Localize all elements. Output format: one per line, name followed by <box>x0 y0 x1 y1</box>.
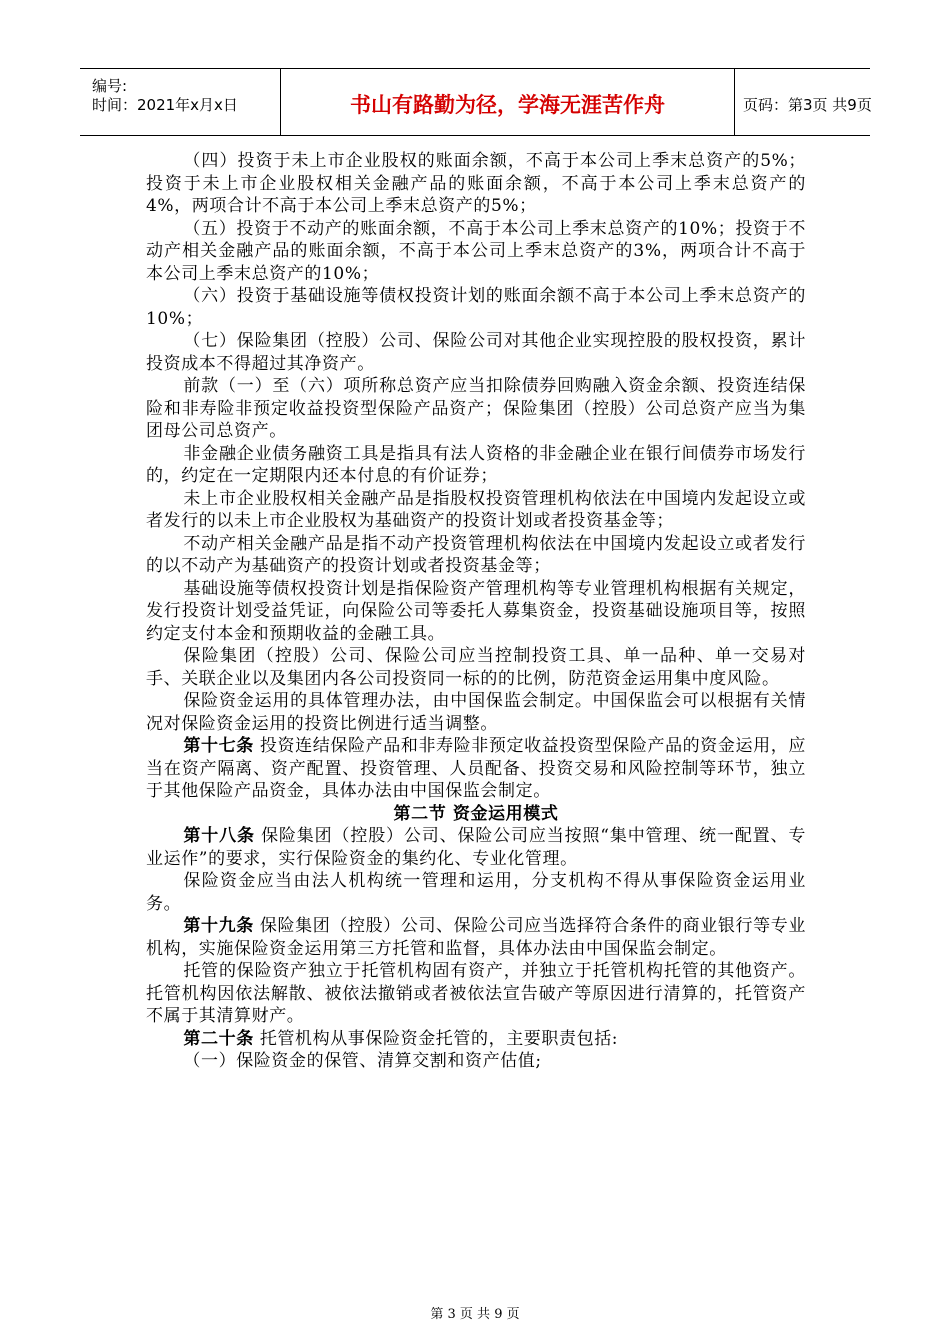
article-20: 第二十条 托管机构从事保险资金托管的，主要职责包括: <box>183 1028 619 1049</box>
header-center-cell <box>281 69 735 135</box>
paragraph: （四）投资于未上市企业股权的账面余额，不高于本公司上季末总资产的5%；投资于未上市企业股权相关金融产品的账面余额，不高于本公司上季末总资产的4%，两项合计不高于本公司上季末总资产的5%； <box>146 151 806 216</box>
paragraph: 保险资金运用的具体管理办法，由中国保监会制定。中国保监会可以根据有关情况对保险资金运用的投资比例进行适当调整。 <box>146 691 806 734</box>
article-heading: 第十八条 <box>183 826 255 846</box>
header-page-label: 页码：第3页 共9页 <box>743 96 872 114</box>
paragraph: （七）保险集团（控股）公司、保险公司对其他企业实现控股的股权投资，累计投资成本不得超过其净资产。 <box>146 331 806 374</box>
document-number-label: 编号: <box>92 77 128 95</box>
header-table <box>80 68 870 136</box>
document-body <box>146 150 806 1073</box>
header-left-cell <box>80 69 281 135</box>
paragraph: （五）投资于不动产的账面余额，不高于本公司上季末总资产的10%；投资于不动产相关金融产品的账面余额，不高于本公司上季末总资产的3%，两项合计不高于本公司上季末总资产的10%； <box>146 218 806 284</box>
header-motto: 书山有路勤为径，学海无涯苦作舟 <box>350 93 665 117</box>
paragraph: 未上市企业股权相关金融产品是指股权投资管理机构依法在中国境内发起设立或者发行的以未上市企业股权为基础资产的投资计划或者投资基金等； <box>146 488 806 531</box>
article-19: 第十九条 保险集团（控股）公司、保险公司应当选择符合条件的商业银行等专业机构，实施保险资金运用第三方托管和监督，具体办法由中国保监会制定。 <box>146 916 806 959</box>
article-heading: 第十七条 <box>183 736 254 756</box>
paragraph: （一）保险资金的保管、清算交割和资产估值; <box>183 1051 542 1071</box>
document-time-label: 时间：2021年x月x日 <box>92 96 238 114</box>
page-footer: 第 3 页 共 9 页 <box>430 1307 520 1322</box>
paragraph: 前款（一）至（六）项所称总资产应当扣除债券回购融入资金余额、投资连结保险和非寿险非预定收益投资型保险产品资产；保险集团（控股）公司总资产应当为集团母公司总资产。 <box>146 376 806 441</box>
article-heading: 第十九条 <box>183 916 254 936</box>
header-right-cell <box>735 69 870 135</box>
article-18: 第十八条 保险集团（控股）公司、保险公司应当按照“集中管理、统一配置、专业运作”的要求，实行保险资金的集约化、专业化管理。 <box>146 826 806 869</box>
article-heading: 第二十条 <box>183 1028 254 1049</box>
paragraph: 不动产相关金融产品是指不动产投资管理机构依法在中国境内发起设立或者发行的以不动产为基础资产的投资计划或者投资基金等； <box>146 533 806 576</box>
section-heading: 第二节 资金运用模式 <box>393 803 559 824</box>
paragraph: （六）投资于基础设施等债权投资计划的账面余额不高于本公司上季末总资产的10%； <box>146 286 806 329</box>
paragraph: 保险集团（控股）公司、保险公司应当控制投资工具、单一品种、单一交易对手、关联企业以及集团内各公司投资同一标的的比例，防范资金运用集中度风险。 <box>146 646 806 689</box>
paragraph: 非金融企业债务融资工具是指具有法人资格的非金融企业在银行间债券市场发行的，约定在一定期限内还本付息的有价证券； <box>146 443 806 486</box>
paragraph: 保险资金应当由法人机构统一管理和运用，分支机构不得从事保险资金运用业务。 <box>146 871 806 914</box>
article-17: 第十七条 投资连结保险产品和非寿险非预定收益投资型保险产品的资金运用，应当在资产隔离、资产配置、投资管理、人员配备、投资交易和风险控制等环节，独立于其他保险产品资金，具体办法由中国保监会制定。 <box>146 736 806 801</box>
paragraph: 基础设施等债权投资计划是指保险资产管理机构等专业管理机构根据有关规定，发行投资计划受益凭证，向保险公司等委托人募集资金，投资基础设施项目等，按照约定支付本金和预期收益的金融工具。 <box>146 578 806 644</box>
paragraph: 托管的保险资产独立于托管机构固有资产，并独立于托管机构托管的其他资产。托管机构因依法解散、被依法撤销或者被依法宣告破产等原因进行清算的，托管资产不属于其清算财产。 <box>146 961 806 1026</box>
